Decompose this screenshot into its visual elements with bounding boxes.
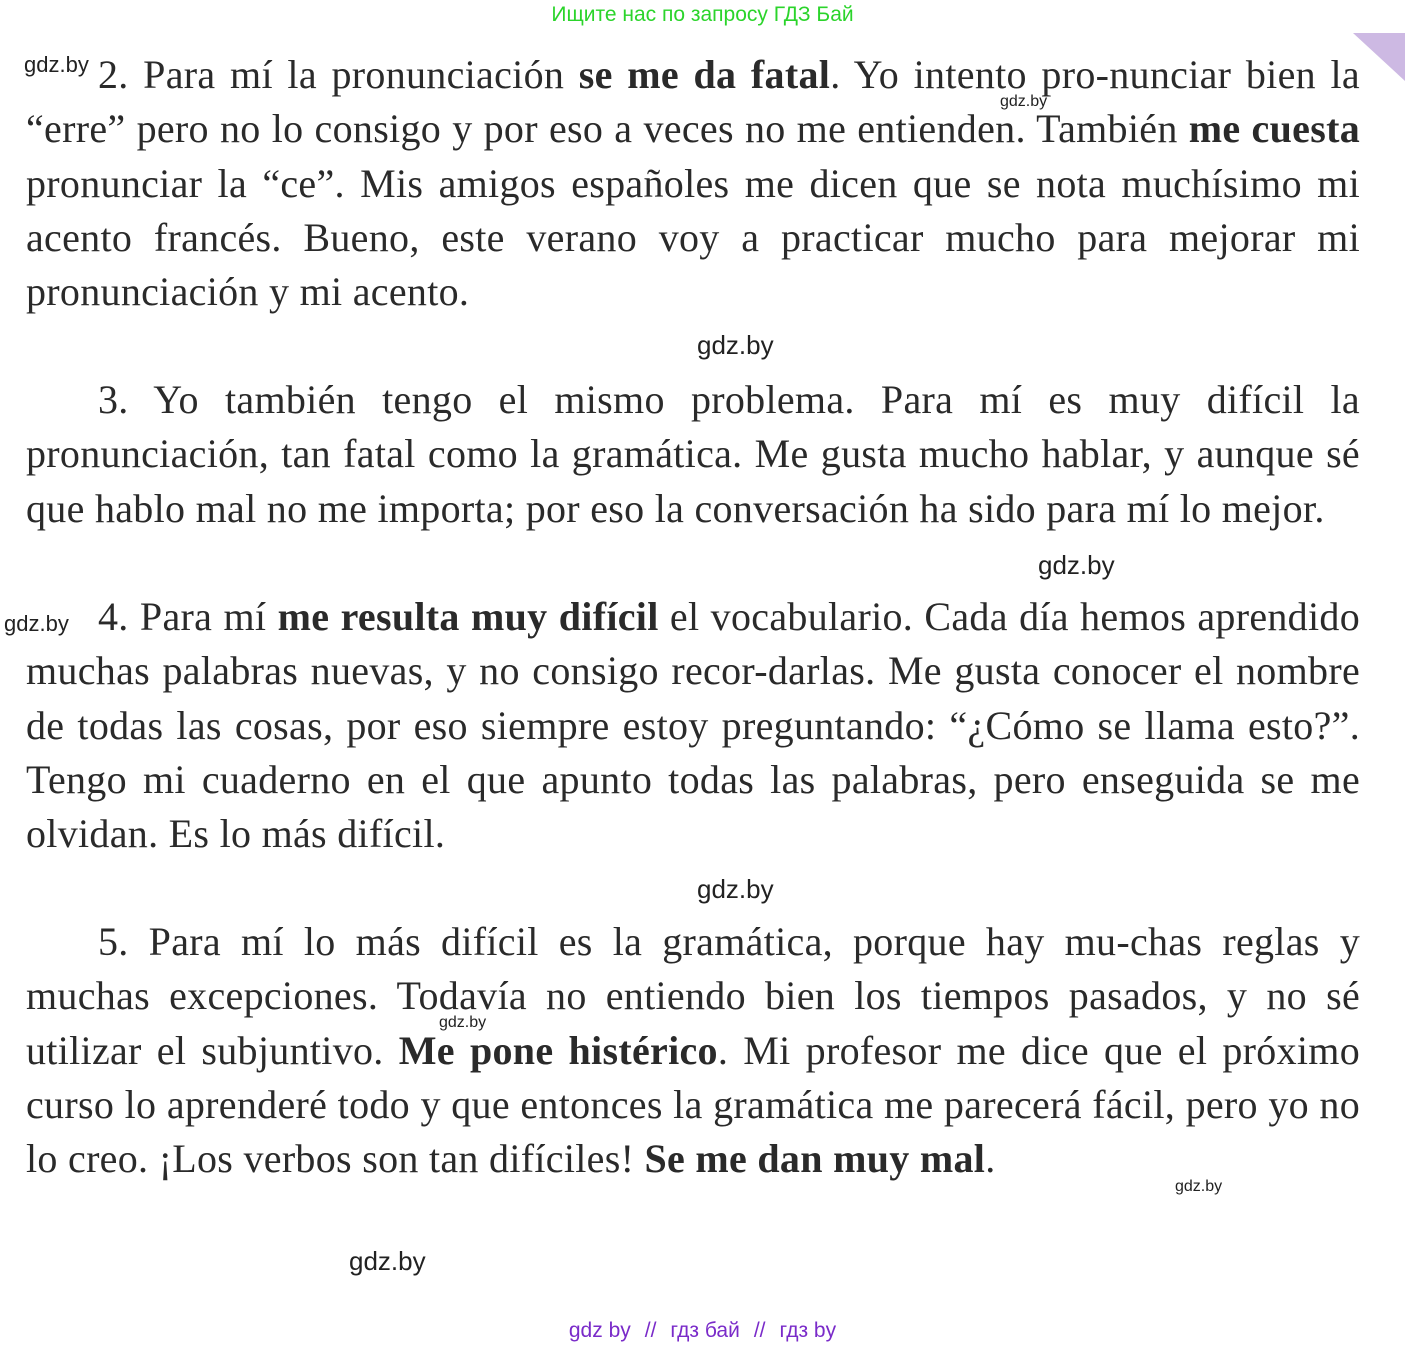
watermark: gdz.by bbox=[439, 1014, 487, 1031]
watermark: gdz.by bbox=[1000, 93, 1048, 110]
paragraph-3 bbox=[26, 373, 1360, 536]
footer-item-gdz-by-cyr: гдз by bbox=[779, 1319, 837, 1342]
watermark: gdz.by bbox=[697, 330, 774, 360]
watermark: gdz.by bbox=[1038, 550, 1115, 580]
search-hint-banner: Ищите нас по запросу ГДЗ Бай bbox=[551, 3, 854, 26]
watermark: gdz.by bbox=[1175, 1178, 1223, 1195]
paragraph-5-bold-1: Me pone histérico bbox=[398, 1027, 718, 1073]
watermark: gdz.by bbox=[4, 611, 69, 636]
paragraph-4-bold-1: me resulta muy difícil bbox=[277, 594, 659, 639]
paragraph-2 bbox=[26, 48, 1360, 319]
footer-item-gdz-bai: гдз бай bbox=[670, 1319, 740, 1342]
paragraph-2-bold-2: me cuesta bbox=[1188, 106, 1360, 152]
paragraph-5-text-3: . bbox=[985, 1136, 996, 1182]
watermark: gdz.by bbox=[24, 52, 89, 77]
paragraph-4-text-2: el vocabulario. Cada día hemos aprendido muchas palabras nuevas, y no consigo recor-darlas. Me gusta conocer el nombre de todas las cosas, por eso siempre estoy preguntando: “¿Cómo se llama esto?”. Tengo mi cuaderno en el que apunto todas las palabras, pero enseguida se me olvidan. Es lo más difícil. bbox=[26, 594, 1360, 857]
paragraph-4 bbox=[26, 590, 1360, 861]
watermark: gdz.by bbox=[349, 1246, 426, 1276]
paragraph-5-text-1: 5. Para mí lo más difícil es la gramática, porque hay mu-chas reglas y muchas excepciones. Todavía no entiendo bien los tiempos pasados, y no sé utilizar el subjuntivo. bbox=[26, 919, 1360, 1073]
watermark: gdz.by bbox=[697, 874, 774, 904]
footer-item-gdz-by: gdz by bbox=[568, 1319, 631, 1342]
paragraph-2-text-3: pronunciar la “ce”. Mis amigos españoles me dicen que se nota muchísimo mi acento francés. Bueno, este verano voy a practicar mucho para mejorar mi pronunciación y mi acento. bbox=[26, 160, 1360, 315]
paragraph-4-text-1: 4. Para mí bbox=[98, 594, 278, 639]
footer-separator: // bbox=[753, 1319, 766, 1342]
paragraph-5-text-2: . Mi profesor me dice que el próximo curso lo aprenderé todo y que entonces la gramática me parecerá fácil, pero yo no lo creo. ¡Los verbos son tan difíciles! bbox=[26, 1027, 1360, 1182]
footer-separator: // bbox=[644, 1319, 657, 1342]
page-corner-fold bbox=[1353, 33, 1405, 81]
paragraph-2-text-2: . Yo intento pro-nunciar bien la “erre” pero no lo consigo y por eso a veces no me entienden. También bbox=[26, 52, 1360, 152]
paragraph-5 bbox=[26, 915, 1360, 1186]
paragraph-2-text-1: 2. Para mí la pronunciación bbox=[98, 52, 579, 97]
paragraph-3-text-1: 3. Yo también tengo el mismo problema. Para mí es muy difícil la pronunciación, tan fatal como la gramática. Me gusta mucho hablar, y aunque sé que hablo mal no me importa; por eso la conversación ha sido para mí lo mejor. bbox=[26, 377, 1360, 531]
footer-links bbox=[0, 1317, 1405, 1345]
paragraph-2-bold-1: se me da fatal bbox=[578, 52, 831, 97]
paragraph-5-bold-2: Se me dan muy mal bbox=[644, 1136, 986, 1182]
